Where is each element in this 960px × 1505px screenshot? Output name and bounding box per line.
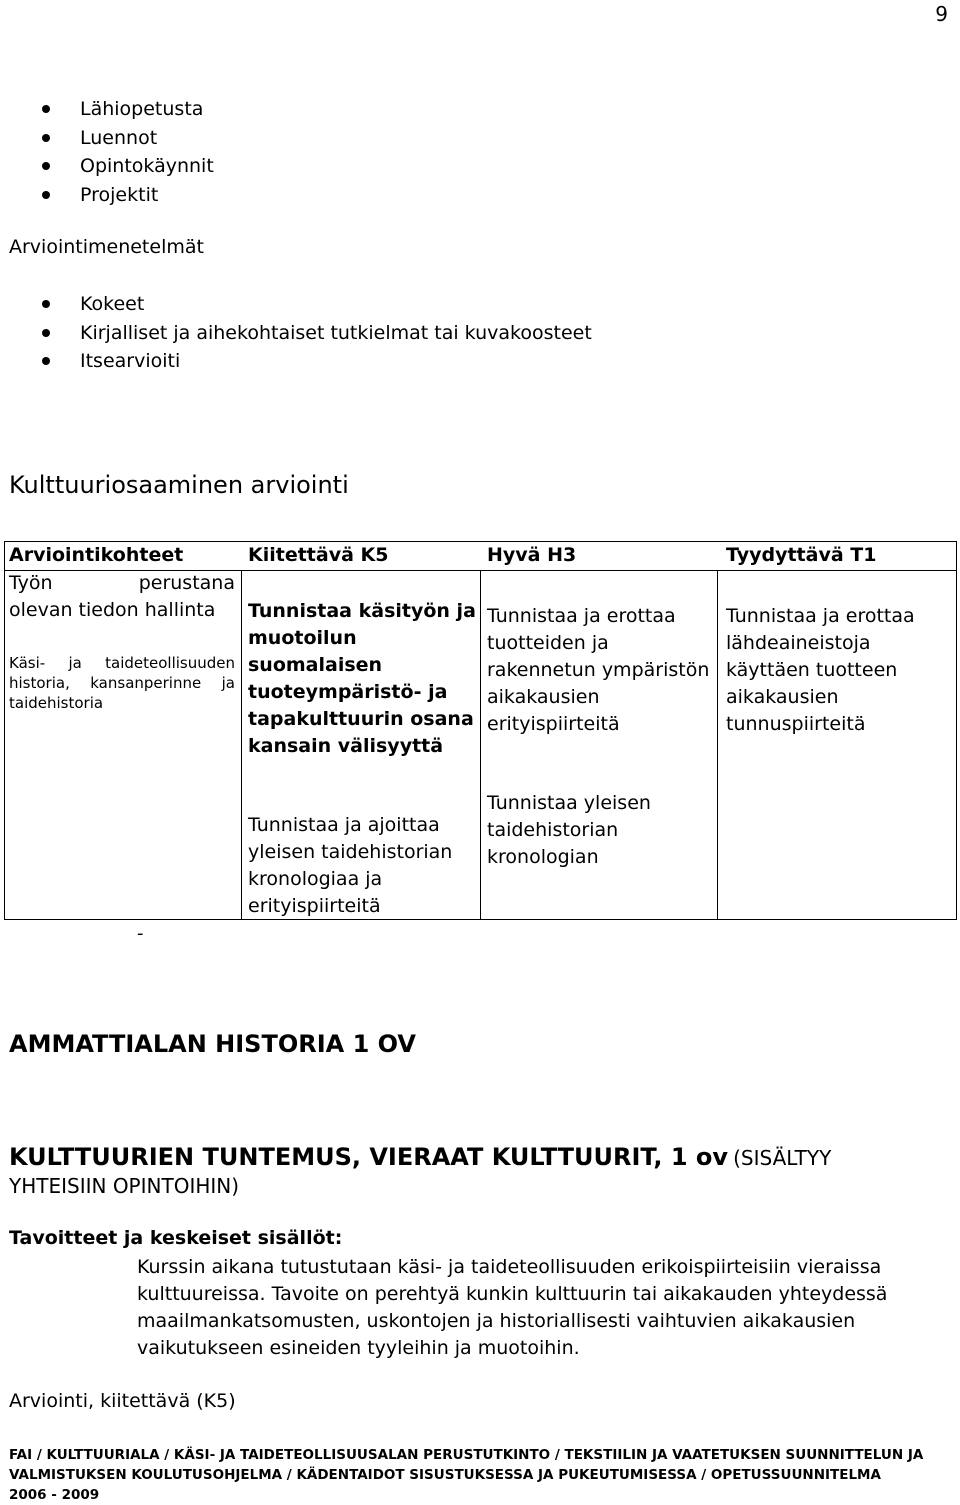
target-title-line1: Työn perustana <box>9 572 235 594</box>
goals-text: Kurssin aikana tutustutaan käsi- ja taideteollisuuden erikoispiirteisiin vieraissa kulttuureissa. Tavoite on perehtyä kunkin kulttuurin tai aikakauden yhteydessä maailmankatsomusten, uskontojen ja historiallisesti vaihtuvien aikakausien vaikutukseen esineiden tyyleihin ja muotoihin. <box>137 1256 888 1359</box>
list-item: Luennot <box>0 124 214 153</box>
t1-criteria-1: Tunnistaa ja erottaa lähdeaineistoja käyttäen tuotteen aikakausien tunnuspiirteitä <box>726 605 915 735</box>
list-item: Lähiopetusta <box>0 95 214 124</box>
footer-line-3: 2006 - 2009 <box>9 1487 100 1503</box>
evaluation-heading: Arviointi, kiitettävä (K5) <box>9 1390 236 1412</box>
target-description: Käsi- ja taideteollisuuden historia, kansanperinne ja taidehistoria <box>9 654 235 712</box>
assessment-methods-heading: Arviointimenetelmät <box>9 236 204 258</box>
table-column-divider <box>480 570 481 919</box>
table-column-divider <box>717 570 718 919</box>
dash-marker: - <box>137 923 144 944</box>
assessment-methods-list <box>0 290 592 376</box>
table-header-k5: Kiitettävä K5 <box>248 544 389 566</box>
bullet-icon <box>42 357 50 365</box>
list-item: Opintokäynnit <box>0 152 214 181</box>
h3-criteria-2: Tunnistaa yleisen taidehistorian kronologian <box>487 792 651 868</box>
bullet-icon <box>42 300 50 308</box>
page-number: 9 <box>935 2 948 26</box>
bullet-icon <box>42 162 50 170</box>
bullet-icon <box>42 105 50 113</box>
bullet-icon <box>42 134 50 142</box>
table-header-target: Arviointikohteet <box>9 544 184 566</box>
h3-criteria-1: Tunnistaa ja erottaa tuotteiden ja rakennetun ympäristön aikakausien erityispiirteitä <box>487 605 710 735</box>
goals-heading: Tavoitteet ja keskeiset sisällöt: <box>9 1227 343 1249</box>
table-column-divider <box>241 570 242 919</box>
target-title-line2: olevan tiedon hallinta <box>9 599 216 621</box>
course-note: (SISÄLTYY YHTEISIIN OPINTOIHIN) <box>9 1146 832 1198</box>
table-header-t1: Tyydyttävä T1 <box>726 544 877 566</box>
list-item: Kirjalliset ja aihekohtaiset tutkielmat tai kuvakoosteet <box>0 319 592 348</box>
bullet-icon <box>42 191 50 199</box>
footer-line-1: FAI / KULTTUURIALA / KÄSI- JA TAIDETEOLLISUUSALAN PERUSTUTKINTO / TEKSTIILIN JA VAATETUKSEN SUUNNITTELUN JA <box>9 1447 924 1463</box>
footer-line-2: VALMISTUKSEN KOULUTUSOHJELMA / KÄDENTAIDOT SISUSTUKSESSA JA PUKEUTUMISESSA / OPETUSSUUNNITELMA <box>9 1467 881 1483</box>
course-title: KULTTUURIEN TUNTEMUS, VIERAAT KULTTUURIT, 1 ov <box>9 1143 729 1171</box>
history-heading: AMMATTIALAN HISTORIA 1 OV <box>9 1030 416 1058</box>
course-heading <box>9 1144 929 1201</box>
culture-assessment-heading: Kulttuuriosaaminen arviointi <box>9 471 349 499</box>
table-header-h3: Hyvä H3 <box>487 544 577 566</box>
teaching-methods-list <box>0 95 214 209</box>
k5-criteria-1: Tunnistaa käsityön ja muotoilun suomalaisen tuoteympäristö- ja tapakulttuurin osana kansain välisyyttä <box>248 600 476 757</box>
list-item: Itsearvioiti <box>0 347 592 376</box>
list-item: Kokeet <box>0 290 592 319</box>
list-item: Projektit <box>0 181 214 210</box>
assessment-table <box>4 541 957 920</box>
k5-criteria-2: Tunnistaa ja ajoittaa yleisen taidehistorian kronologiaa ja erityispiirteitä <box>248 814 453 917</box>
bullet-icon <box>42 329 50 337</box>
